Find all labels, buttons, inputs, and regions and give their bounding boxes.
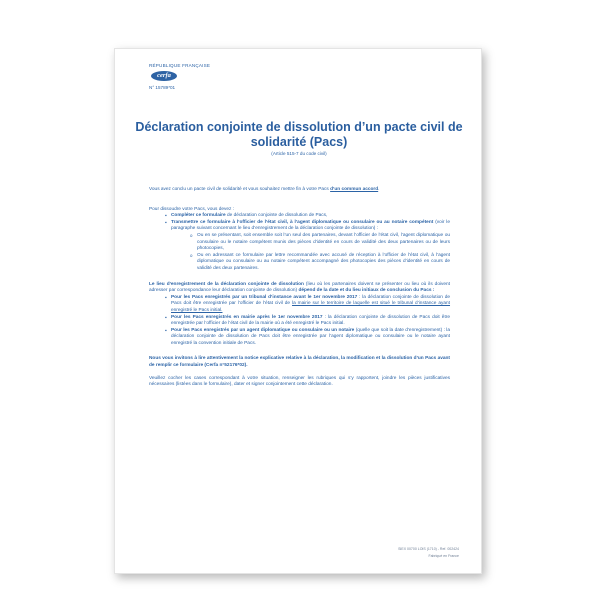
lieu-item3-text: (quelle que soit la date d’enregistrement) : la déclaration conjointe de dissolution de Pacs doit être enregistrée par l’agent diplomatique ou consulaire ou le notaire ayant enregistré la convention initiale de Pacs. — [171, 327, 451, 346]
step1-bold: Compléter ce formulaire — [171, 213, 226, 219]
document-page — [114, 48, 482, 574]
lieu-item2-text: : la déclaration conjointe de dissolution de Pacs doit être enregistrée par l’officier de l’état civil de la mairie où a été enregistré le Pacs initial. — [171, 314, 450, 327]
lieu-paragraph — [149, 282, 450, 295]
steps-list — [149, 213, 450, 272]
document-title: Déclaration conjointe de dissolution d’un pacte civil de solidarité (Pacs) — [135, 120, 463, 149]
lieu-text: (lieu où les partenaires doivent se présenter ou lieu où ils doivent adresser par correspondance leur déclaration conjointe de dissolution) — [149, 281, 450, 294]
lieu-list — [149, 295, 450, 348]
document-body — [149, 187, 450, 389]
substep1-text: Ou en se présentant, soit ensemble soit l’un seul des partenaires, devant l’officier de l’état civil, l’agent diplomatique ou consulaire ou le notaire compétent munis des pièces d’identité en cours de validité des deux partenaires ou de leurs photocopies, — [197, 232, 450, 252]
republique-label: RÉPUBLIQUE FRANÇAISE — [149, 63, 211, 68]
list-item — [149, 315, 450, 328]
notice-text: Veuillez cocher les cases correspondant à votre situation, renseigner les rubriques qui s’y rapportent, joindre les pièces justificatives nécessaires (listées dans le formulaire), dater et signer conjointement cette déclaration. — [149, 375, 450, 388]
footer-reference: SIEX 00700 LOIS (1710) - Ref. 002424 — [398, 547, 459, 551]
step2-text: (voir le paragraphe suivant concernant le lieu d’enregistrement de la déclaration conjointe de dissolution) : — [171, 219, 450, 232]
lieu-bold-2: dépend de la date et du lieu initiaux de conclusion du Pacs : — [298, 288, 435, 294]
list-item — [149, 213, 450, 220]
form-number: N° 15789*01 — [149, 85, 176, 90]
step2-bold: Transmettre ce formulaire à l’officier de l’état civil, à l’agent diplomatique ou consulaire ou au notaire compétent — [171, 219, 434, 225]
lieu-item1-underline: la mairie sur le territoire de laquelle est situé le tribunal d’instance ayant enregistré le Pacs initial. — [171, 301, 451, 313]
steps-intro: Pour dissoudre votre Pacs, vous devez : — [149, 206, 235, 212]
lieu-item2-bold: Pour les Pacs enregistrés en mairie après le 1er novembre 2017 — [171, 314, 323, 320]
intro-end: . — [378, 187, 380, 192]
intro-text: Vous avez conclu un pacte civil de solidarité et vous souhaitez mettre fin à votre Pacs — [149, 187, 331, 192]
list-item — [149, 253, 450, 273]
substep2-text: Ou en adressant ce formulaire par lettre recommandée avec accusé de réception à l’officier de l’état civil, à l’agent diplomatique ou consulaire ou au notaire compétent accompagné des photocopies des pièces d’identité en cours de validité des deux partenaires. — [197, 252, 450, 271]
list-item — [149, 233, 450, 253]
list-item — [149, 328, 450, 348]
lieu-item1-bold: Pour les Pacs enregistrés par un tribunal d’instance avant le 1er novembre 2017 — [171, 294, 358, 300]
notice-bold — [149, 356, 450, 369]
list-item — [149, 295, 450, 315]
intro-emphasis: d’un commun accord — [330, 187, 379, 192]
lieu-bold-1: Le lieu d’enregistrement de la déclaration conjointe de dissolution — [149, 281, 304, 287]
step1-text: de déclaration conjointe de dissolution de Pacs, — [225, 213, 328, 219]
document-subtitle: (Article 515-7 du code civil) — [271, 151, 327, 156]
lieu-item3-bold: Pour les Pacs enregistrés par un agent diplomatique ou consulaire ou un notaire — [171, 327, 355, 333]
intro-paragraph — [149, 187, 450, 194]
cerfa-logo: cerfa — [151, 71, 177, 81]
list-item — [149, 220, 450, 233]
footer-made-in: Fabriqué en France — [428, 554, 459, 558]
lieu-item1-text: : la déclaration conjointe de dissolution de Pacs doit être enregistrée par l’officier de l’état civil de — [171, 294, 450, 307]
notice-bold-text: Nous vous invitons à lire attentivement la notice explicative relative à la déclaration, la modification et la dissolution d’un Pacs avant de remplir ce formulaire (Cerfa n°52176*02). — [149, 356, 450, 369]
